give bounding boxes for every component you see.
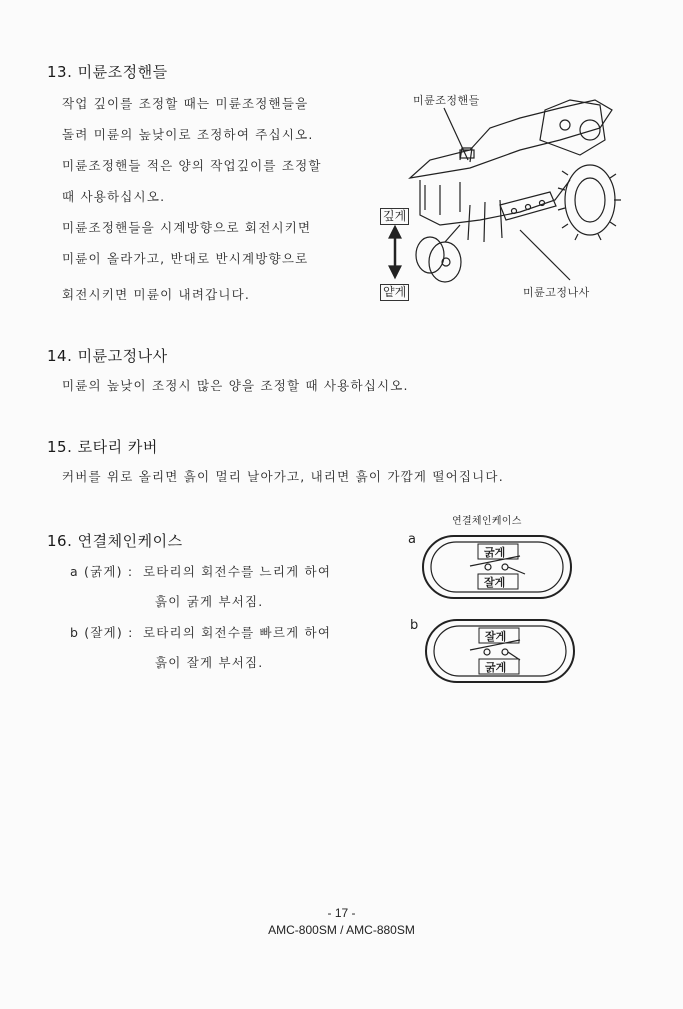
option-b-prefix: b (잘게) : (70, 625, 134, 640)
case-a-bottom-label: 잘게 (484, 576, 506, 589)
section-13-line-7: 회전시키면 미륜이 내려갑니다. (62, 287, 251, 302)
section-14-line: 미륜의 높낮이 조정시 많은 양을 조정할 때 사용하십시오. (62, 378, 409, 393)
option-a-line-1: 로타리의 회전수를 느리게 하여 (143, 564, 332, 579)
option-a-line-2: 흙이 굵게 부서짐. (155, 594, 264, 609)
section-16-title: 16. 연결체인케이스 (47, 532, 183, 550)
section-15-line: 커버를 위로 올리면 흙이 멀리 날아가고, 내리면 흙이 가깝게 떨어집니다. (62, 469, 504, 484)
case-b-bottom-label: 굵게 (485, 661, 507, 674)
option-b-line-1: 로타리의 회전수를 빠르게 하여 (143, 625, 332, 640)
bolt-label: 미륜고정나사 (523, 286, 590, 299)
option-b-line-2: 흙이 잘게 부서짐. (155, 655, 264, 670)
deep-label: 깊게 (380, 208, 409, 225)
section-13-line-3: 미륜조정핸들 적은 양의 작업깊이를 조정할 (62, 158, 322, 173)
case-a-top-label: 굵게 (484, 546, 506, 559)
section-13-line-5: 미륜조정핸들을 시계방향으로 회전시키면 (62, 220, 312, 235)
section-15-title: 15. 로타리 카버 (47, 438, 158, 456)
section-13-line-4: 때 사용하십시오. (62, 189, 166, 204)
chain-case-caption: 연결체인케이스 (452, 516, 522, 527)
section-14-title: 14. 미륜고정나사 (47, 347, 168, 365)
handle-label: 미륜조정핸들 (413, 94, 480, 107)
shallow-label: 얕게 (380, 284, 409, 301)
section-13-line-2: 돌려 미륜의 높낮이로 조정하여 주십시오. (62, 127, 314, 142)
option-a-prefix: a (굵게) : (70, 564, 134, 579)
figure-label-b: b (410, 618, 419, 633)
page-number: - 17 - (327, 906, 356, 920)
section-13-line-6: 미륜이 올라가고, 반대로 반시계방향으로 (62, 251, 309, 266)
section-13-title: 13. 미륜조정핸들 (47, 63, 168, 81)
figure-label-a: a (408, 532, 416, 547)
model-number: AMC-800SM / AMC-880SM (268, 923, 415, 937)
case-b-top-label: 잘게 (485, 630, 507, 643)
section-13-line-1: 작업 깊이를 조정할 때는 미륜조정핸들을 (62, 96, 309, 111)
